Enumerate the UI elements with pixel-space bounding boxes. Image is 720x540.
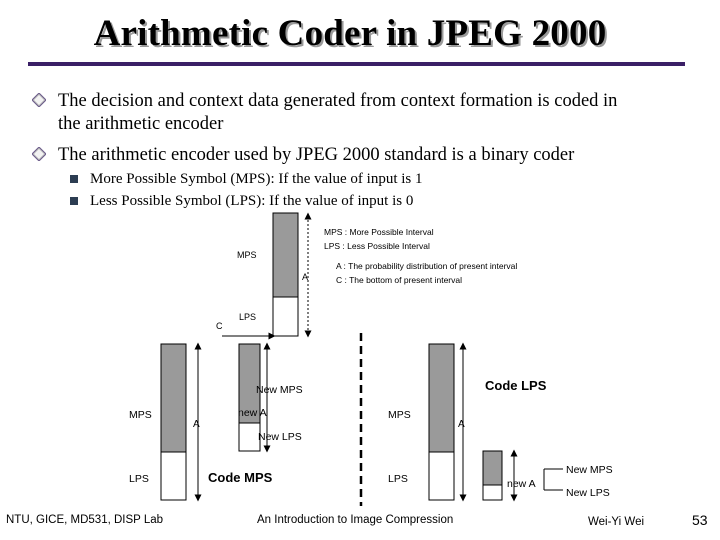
top-c-label: C [216,321,223,331]
legend [324,227,517,285]
legend-c: C : The bottom of present interval [336,275,462,285]
top-lps-label: LPS [239,312,257,322]
legend-mps: MPS : More Possible Interval [324,227,434,237]
footer-course: An Introduction to Image Compression [257,514,454,526]
right-a-label: A [458,419,465,430]
current-interval [216,213,308,336]
right-new-mps-region [483,451,502,485]
slide-title: Arithmetic Coder in JPEG 2000 [93,13,607,54]
top-mps-label: MPS [237,250,257,260]
page-number: 53 [692,512,708,528]
right-new-lps-region [483,485,502,500]
bullet-1-line-1: The decision and context data generated from context formation is coded in [58,91,618,111]
right-lps-label: LPS [388,473,408,485]
right-new-lps-label: New LPS [566,487,610,499]
left-lps-region [161,452,186,500]
new-lps-region [239,423,260,451]
sub-bullet-2-text: Less Possible Symbol (LPS): If the value of input is 0 [90,193,414,209]
sub-bullet-1-text: More Possible Symbol (MPS): If the value of input is 1 [90,171,423,187]
left-mps-region [161,344,186,452]
right-lps-region [429,452,454,500]
right-new-mps-label: New MPS [566,464,613,476]
top-lps-region [273,297,298,336]
code-lps-example [388,344,613,500]
left-new-mps-label: New MPS [256,384,303,396]
legend-a: A : The probability distribution of present interval [336,261,518,271]
legend-lps: LPS : Less Possible Interval [324,241,430,251]
code-mps-example [129,344,303,500]
left-a-label: A [193,419,200,430]
footer-author: Wei-Yi Wei [588,516,645,528]
left-mps-label: MPS [129,409,152,421]
footer-lab: NTU, GICE, MD531, DISP Lab [6,514,164,526]
right-mps-region [429,344,454,452]
right-new-a-label: new A [507,478,536,490]
left-new-a-label: new A [238,407,267,419]
bullet-2-line-1: The arithmetic encoder used by JPEG 2000 standard is a binary coder [58,145,575,165]
code-mps-caption: Code MPS [208,470,273,485]
left-lps-label: LPS [129,473,149,485]
top-mps-region [273,213,298,297]
top-a-label: A [302,272,309,282]
right-mps-label: MPS [388,409,411,421]
code-lps-caption: Code LPS [485,378,547,393]
left-new-lps-label: New LPS [258,431,302,443]
bullet-1-line-2: the arithmetic encoder [58,114,224,134]
